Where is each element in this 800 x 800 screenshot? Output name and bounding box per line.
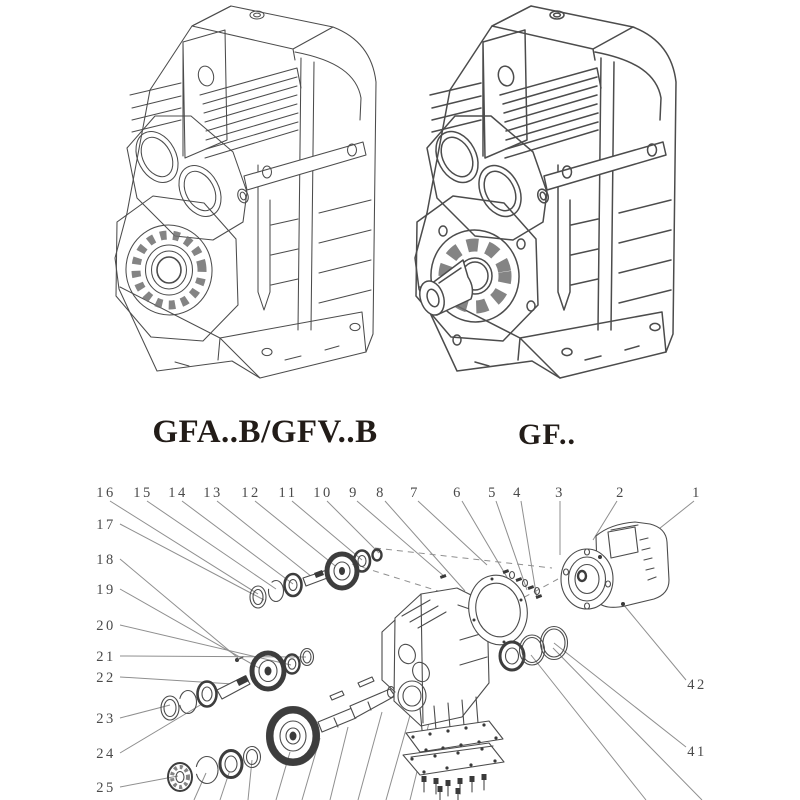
leader-line-11 bbox=[292, 501, 362, 560]
callout-7: 7 bbox=[410, 485, 420, 501]
callout-19: 19 bbox=[96, 582, 116, 598]
caption-gfab: GFA..B/GFV..B bbox=[152, 414, 378, 450]
callout-15: 15 bbox=[133, 485, 153, 501]
leader-line-22 bbox=[120, 677, 233, 684]
callout-17: 17 bbox=[96, 517, 116, 533]
leader-line-18 bbox=[120, 559, 238, 658]
callout-11: 11 bbox=[278, 485, 298, 501]
callout-41: 41 bbox=[687, 744, 707, 760]
callout-1: 1 bbox=[692, 485, 702, 501]
callout-13: 13 bbox=[203, 485, 223, 501]
electric-motor bbox=[561, 522, 669, 609]
callout-4: 4 bbox=[513, 485, 523, 501]
input-shaft-assembly bbox=[250, 550, 382, 609]
caption-gf: GF.. bbox=[518, 418, 576, 451]
callout-3: 3 bbox=[555, 485, 565, 501]
shaft-key bbox=[330, 691, 344, 700]
callout-10: 10 bbox=[313, 485, 333, 501]
callout-23: 23 bbox=[96, 711, 116, 727]
leader-line-12 bbox=[255, 501, 339, 569]
leader-line-8 bbox=[385, 501, 465, 591]
leader-line-42 bbox=[618, 598, 686, 680]
exploded-parts-diagram bbox=[90, 480, 800, 800]
bearing bbox=[198, 682, 217, 707]
callout-42: 42 bbox=[687, 677, 707, 693]
leader-line-16 bbox=[110, 501, 258, 594]
callout-22: 22 bbox=[96, 670, 116, 686]
gearbox-body-left bbox=[115, 6, 376, 378]
leader-line-15 bbox=[147, 501, 276, 589]
leader-line-17 bbox=[120, 524, 264, 600]
bearing-cage bbox=[131, 231, 206, 310]
leader-line-14 bbox=[182, 501, 293, 584]
cover-bolts bbox=[422, 774, 487, 800]
terminal-box bbox=[608, 527, 638, 558]
leader-line-4 bbox=[521, 501, 537, 599]
callout-21: 21 bbox=[96, 649, 116, 665]
callout-12: 12 bbox=[241, 485, 261, 501]
gasket-and-cover bbox=[403, 721, 504, 800]
leader-line-13 bbox=[217, 501, 312, 577]
output-shaft bbox=[318, 708, 356, 732]
callout-5: 5 bbox=[488, 485, 498, 501]
output-bearing-bore bbox=[120, 219, 218, 320]
snap-ring bbox=[196, 757, 218, 784]
callout-2: 2 bbox=[616, 485, 626, 501]
snap-ring bbox=[180, 691, 197, 714]
leader-line-23 bbox=[120, 705, 170, 718]
snap-ring bbox=[269, 581, 284, 602]
gearbox-drawing-gfab bbox=[105, 0, 405, 400]
gearbox-drawing-gf bbox=[405, 0, 705, 400]
callout-9: 9 bbox=[349, 485, 359, 501]
callout-14: 14 bbox=[168, 485, 188, 501]
shaft-key bbox=[358, 677, 374, 687]
callout-25: 25 bbox=[96, 780, 116, 796]
leader-line-10 bbox=[327, 501, 379, 553]
callout-16: 16 bbox=[96, 485, 116, 501]
callout-18: 18 bbox=[96, 552, 116, 568]
bearing bbox=[285, 574, 302, 596]
callout-8: 8 bbox=[376, 485, 386, 501]
callout-20: 20 bbox=[96, 618, 116, 634]
callout-24: 24 bbox=[96, 746, 116, 762]
gearbox-body-right bbox=[415, 6, 676, 378]
leader-line-7 bbox=[418, 501, 487, 565]
callout-6: 6 bbox=[453, 485, 463, 501]
leader-line-41 bbox=[554, 643, 686, 747]
